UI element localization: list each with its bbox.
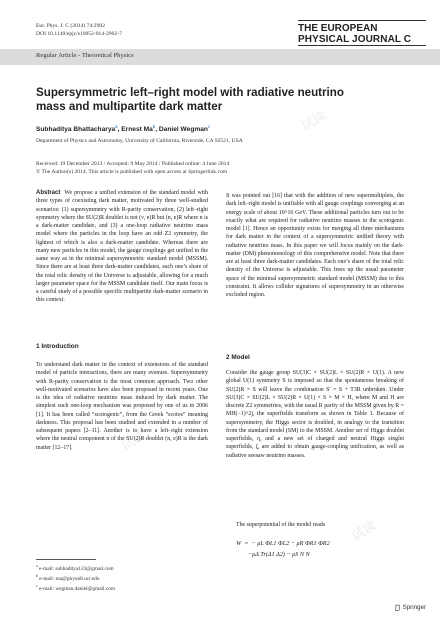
- section-heading-model: 2 Model: [226, 354, 250, 361]
- equation-line-2: −μΔ Tr(Δ1 Δ2) − μS N N: [248, 551, 310, 558]
- footnote[interactable]: [36, 564, 114, 572]
- journal-logo: [298, 20, 426, 46]
- affiliation: Department of Physics and Astronomy, University of California, Riverside, CA 92521, USA: [36, 138, 243, 144]
- article-type: Regular Article - Theoretical Physics: [36, 52, 134, 59]
- citation-block: [36, 22, 122, 38]
- author-name: Ernest Ma: [121, 126, 153, 134]
- author-mark[interactable]: a: [115, 124, 118, 129]
- abstract: [36, 189, 208, 305]
- abstract-text: We propose a unified extension of the standard model with three types of coexisting dark matter, motivated by three well-studied scenarios: (1) supersymmetry with R-parity conservation, (2) left–right symmetry where the SU(2)R doublet is not (ν, e)R but (n, e)R where n is a dark-matter candidate, and (3) a one-loop radiative neutrino mass model where the particles in the loop have an odd Z2 symmetry, the lightest of which is also a dark-matter candidate. Whereas there are many new particles in this model, the gauge couplings get unified in the same way as in the minimal supersymmetric standard model (MSSM). Since there are at least three dark-matter candidates, each one’s share of the total relic density of the Universe is adjustable, allowing for a much larger parameter space for the MSSM candidate itself. Our main focus is a careful study of a possible specific multipartite dark-matter scenario in this context.: [36, 190, 208, 304]
- dates: [36, 160, 229, 176]
- publisher-name: Springer: [402, 604, 426, 611]
- equation-line-1: W = − μL ΦL1 ΦL2 − μR ΦR1 ΦR2: [236, 540, 330, 547]
- copyright: © The Author(s) 2014. This article is published with open access at Springerlink.com: [36, 169, 228, 175]
- introduction-text: To understand dark matter in the context of extensions of the standard model of particle interactions, there are many avenues. Supersymmetry with R-parity conservation is the most common approach. Two other well-motivated scenarios have also been proposed in recent years. One is the idea of radiative neutrino mass induced by dark matter. The simplest such one-loop mechanism was proposed by one of us in 2006 [1]. It has been called “scotogenic”, from the Greek “scotos” meaning darkness. This proposal has been studied and extended in a number of subsequent papers [2–11]. Another is to have a left–right extension where the neutral component n of the SU(2)R doublet (n, e)R is the dark matter [12–17].: [36, 362, 208, 451]
- journal-name-line2: PHYSICAL JOURNAL C: [298, 34, 412, 45]
- abstract-label: Abstract: [36, 190, 61, 196]
- superpotential-intro: The superpotential of the model reads: [236, 522, 326, 528]
- received-dates: Received: 19 December 2013 / Accepted: 9 May 2014 / Published online: 4 June 2014: [36, 161, 230, 167]
- springer-horse-icon: [394, 604, 401, 611]
- watermark: 试读: [358, 378, 390, 405]
- footnote-email: e-mail: wegman.daniel@gmail.com: [39, 585, 115, 592]
- right-column-text: It was pointed out [16] that with the addition of new supermultiplets, the dark left–right model is unifiable with all gauge couplings converging at an energy scale of about 10^16 GeV. These additional particles turn out to be exactly what are required for radiative neutrino masses in the scotogenic model [1]. Hence an opportunity exists for merging all three mechanisms for dark matter in the context of a supersymmetric unified theory with radiative neutrino mass. In this paper we will focus mainly on the dark-matter (DM) phenomenology of this comprehensive model. Note that there are at least three dark-matter candidates. Each one’s share of the total relic density of the Universe is adjustable. This frees up the usual parameter space of the minimal supersymmetric standard model (MSSM) due to this constraint. It allows collider signatures of supersymmetry in an otherwise excluded region.: [226, 193, 404, 298]
- citation: Eur. Phys. J. C (2014) 74:2902: [36, 23, 105, 29]
- footnote-divider: [36, 559, 96, 560]
- author-name: Subhaditya Bhattacharya: [36, 126, 116, 134]
- footnote-email: e-mail: ma@phyun8.ucr.edu: [39, 575, 100, 582]
- author-mark[interactable]: b: [152, 124, 156, 129]
- journal-name-line1: THE EUROPEAN: [298, 23, 378, 34]
- doi[interactable]: DOI 10.1140/epjc/s10052-014-2902-7: [36, 31, 122, 37]
- watermark: 试读: [348, 518, 380, 545]
- footnote[interactable]: [36, 574, 100, 582]
- model-text: Consider the gauge group SU(3)C × SU(2)L × SU(2)R × U(1). A new global U(1) symmetry S is imposed so that the spontaneous breaking of SU(2)R × S will leave the combination S′ = S + T3R unbroken. Under SU(3)C × SU(2)L × SU(2)R × U(1) × S × M × H, where M and H are discrete Z2 symmetries, with the usual R parity of the MSSM given by R = MH(−1)^2j, the superfields transform as shown in Table 1. Because of supersymmetry, the Higgs sector is doubled, in analogy to the transition from the standard model (SM) to the MSSM. Another set of Higgs doublet superfields, η, and a new set of charged and neutral Higgs singlet superfields, ζ, are added to obtain gauge-coupling unification, as well as radiative seesaw neutrino masses.: [226, 370, 404, 459]
- watermark: 试读: [298, 108, 330, 135]
- footnote-mark: a: [36, 564, 38, 568]
- watermark: 试读: [118, 238, 150, 265]
- author-name: Daniel Wegman: [158, 126, 208, 134]
- paper-title: Supersymmetric left–right model with radiative neutrino mass and multipartite dark matter: [36, 86, 344, 113]
- article-type-bar: [0, 49, 440, 65]
- author-mark[interactable]: c: [207, 124, 211, 129]
- footnote-email: e-mail: subhaditya123@gmail.com: [39, 565, 114, 572]
- watermark: 试读: [118, 428, 150, 455]
- publisher-logo: [394, 604, 426, 611]
- footnote-mark: b: [36, 574, 38, 578]
- watermark: 试读: [358, 218, 390, 245]
- section-heading-introduction: 1 Introduction: [36, 343, 79, 350]
- footnote-mark: c: [36, 584, 38, 588]
- authors: Subhaditya Bhattacharya$^a$, Ernest Ma$^b$, Daniel Wegman$^c$: [36, 124, 211, 134]
- footnote[interactable]: [36, 584, 115, 592]
